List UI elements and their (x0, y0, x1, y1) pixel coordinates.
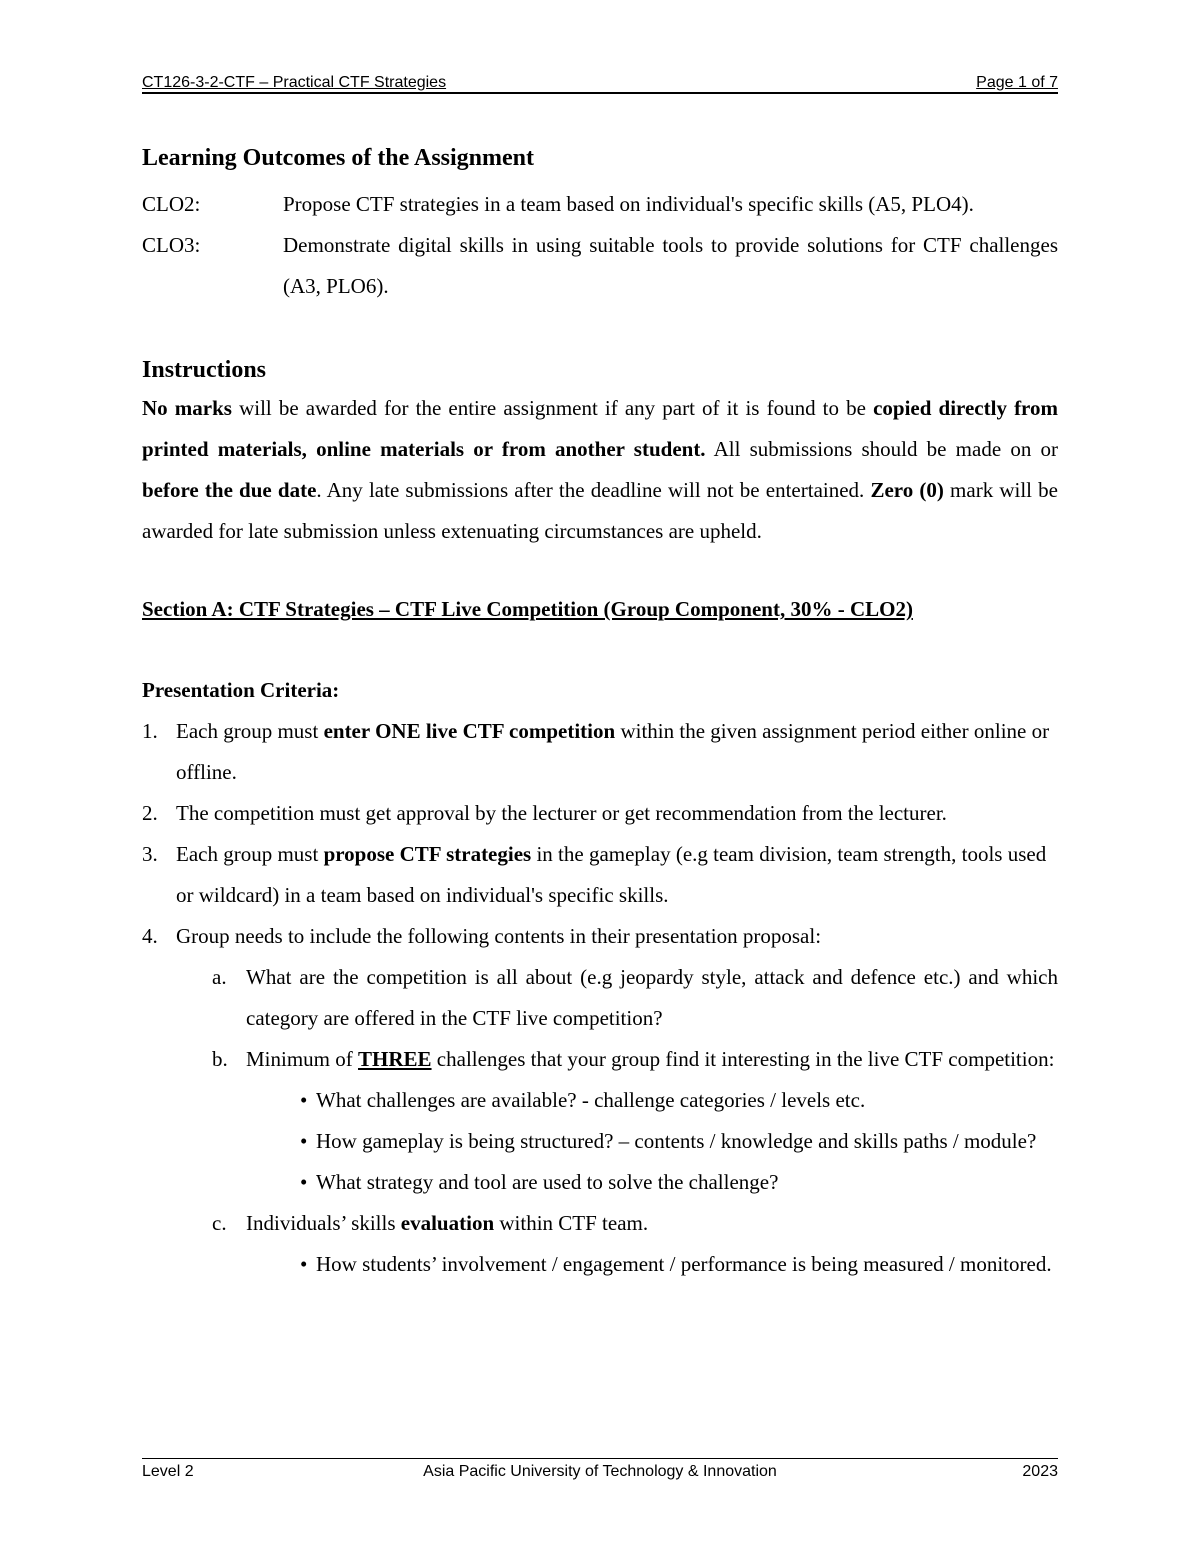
criteria-item-4 (142, 916, 1058, 957)
sub-item-text: Individuals’ skills evaluation within CTF team. (246, 1211, 649, 1235)
bullet-text: How students’ involvement / engagement / performance is being measured / monitored. (316, 1252, 1052, 1276)
clo3-row (142, 225, 1058, 307)
bullet-icon: • (300, 1170, 308, 1194)
instr-s8: mark will be awarded for late submission unless extenuating circumstances are upheld. (142, 478, 1058, 543)
item-text: Each group must propose CTF strategies in the gameplay (e.g team division, team strength, tools used or wildcard) in a team based on individual's specific skills. (176, 842, 1047, 907)
instr-s6: . Any late submissions after the deadline will not be entertained. (316, 478, 871, 502)
item-text: Group needs to include the following contents in their presentation proposal: (176, 924, 822, 948)
instructions-paragraph (142, 388, 1058, 552)
sub-item-letter: b. (212, 1047, 228, 1071)
item-number: 4. (142, 924, 158, 948)
presentation-criteria-heading: Presentation Criteria: (142, 678, 340, 702)
sub-item-letter: a. (212, 965, 227, 989)
learning-outcomes-heading: Learning Outcomes of the Assignment (142, 145, 534, 171)
item-number: 1. (142, 719, 158, 743)
page-footer (142, 1458, 1058, 1485)
footer-level: Level 2 (142, 1463, 194, 1480)
criteria-item-1 (142, 711, 1058, 793)
sub-item-b (142, 1039, 1058, 1080)
document-body (142, 140, 1058, 1285)
instr-s2: will be awarded for the entire assignment if any part of it is found to be (231, 396, 874, 420)
page-header (142, 72, 1058, 94)
sub-item-a (142, 957, 1058, 1039)
footer-year: 2023 (1022, 1463, 1058, 1480)
course-title: CT126-3-2-CTF – Practical CTF Strategies (142, 74, 447, 91)
criteria-item-2 (142, 793, 1058, 834)
bullet-b-3 (142, 1162, 1058, 1203)
bullet-icon: • (300, 1088, 308, 1112)
sub-item-c (142, 1203, 1058, 1244)
clo2-row (142, 184, 1058, 225)
instr-s4: All submissions should be made on or (705, 437, 1058, 461)
criteria-item-3 (142, 834, 1058, 916)
instr-s7: Zero (0) (870, 478, 944, 502)
sub-item-text: What are the competition is all about (e.g jeopardy style, attack and defence etc.) and which category are offered in the CTF live competition? (246, 965, 1058, 1030)
instructions-heading: Instructions (142, 357, 267, 383)
clo2-code: CLO2: (142, 192, 201, 216)
sub-item-letter: c. (212, 1211, 227, 1235)
item-number: 3. (142, 842, 158, 866)
clo3-code: CLO3: (142, 233, 201, 257)
instr-s1: No marks (142, 396, 232, 420)
bullet-icon: • (300, 1129, 308, 1153)
bullet-icon: • (300, 1252, 308, 1276)
clo2-text: Propose CTF strategies in a team based on individual's specific skills (A5, PLO4). (283, 192, 974, 216)
instr-s3: copied directly from printed materials, online materials or from another student. (142, 396, 1058, 461)
page-number: Page 1 of 7 (976, 74, 1058, 91)
footer-institution: Asia Pacific University of Technology & Innovation (423, 1463, 777, 1480)
clo3-text: Demonstrate digital skills in using suitable tools to provide solutions for CTF challenges (A3, PLO6). (283, 233, 1058, 298)
bullet-b-1 (142, 1080, 1058, 1121)
bullet-text: How gameplay is being structured? – contents / knowledge and skills paths / module? (316, 1129, 1037, 1153)
bullet-text: What challenges are available? - challenge categories / levels etc. (316, 1088, 866, 1112)
bullet-b-2 (142, 1121, 1058, 1162)
item-number: 2. (142, 801, 158, 825)
instr-s5: before the due date (142, 478, 317, 502)
bullet-text: What strategy and tool are used to solve the challenge? (316, 1170, 779, 1194)
item-text: The competition must get approval by the lecturer or get recommendation from the lecturer. (176, 801, 947, 825)
bullet-c-1 (142, 1244, 1058, 1285)
item-text: Each group must enter ONE live CTF competition within the given assignment period either online or offline. (176, 719, 1050, 784)
sub-item-text: Minimum of THREE challenges that your group find it interesting in the live CTF competition: (246, 1047, 1055, 1071)
section-a-heading: Section A: CTF Strategies – CTF Live Competition (Group Component, 30% - CLO2) (142, 597, 913, 621)
